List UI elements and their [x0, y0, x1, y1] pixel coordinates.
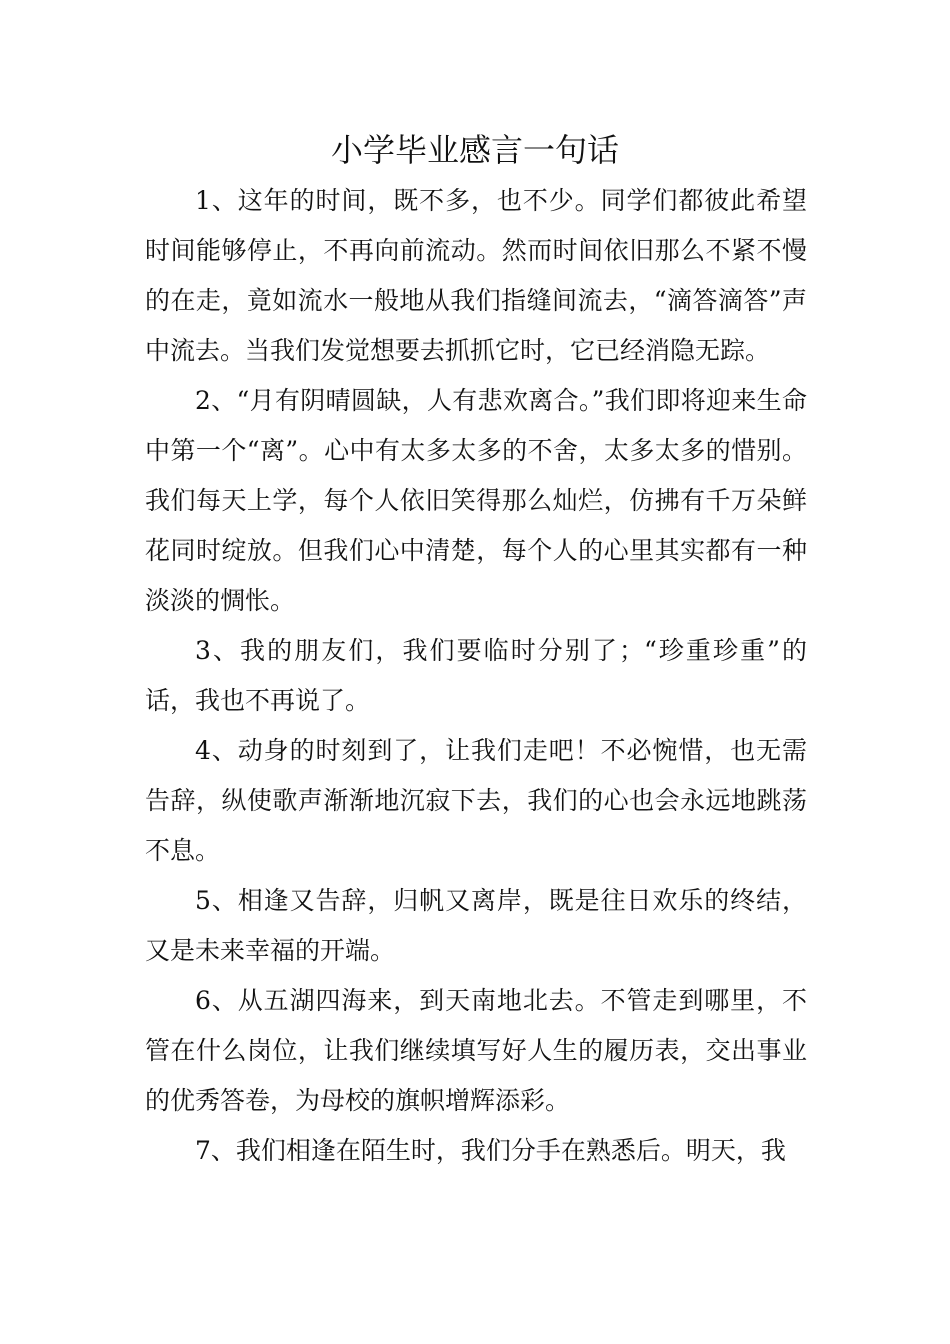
document-body: [145, 176, 807, 1176]
paragraph-4: 4、动身的时刻到了，让我们走吧！不必惋惜，也无需告辞，纵使歌声渐渐地沉寂下去，我们的心也会永远地跳荡不息。: [145, 736, 807, 865]
paragraph-5: 5、相逢又告辞，归帆又离岸，既是往日欢乐的终结，又是未来幸福的开端。: [145, 886, 807, 965]
paragraph-3: 3、我的朋友们，我们要临时分别了；“珍重珍重”的话，我也不再说了。: [145, 636, 807, 715]
paragraph-6: 6、从五湖四海来，到天南地北去。不管走到哪里，不管在什么岗位，让我们继续填写好人生的履历表，交出事业的优秀答卷，为母校的旗帜增辉添彩。: [145, 986, 807, 1115]
paragraph-1: 1、这年的时间，既不多，也不少。同学们都彼此希望时间能够停止，不再向前流动。然而时间依旧那么不紧不慢的在走，竟如流水一般地从我们指缝间流去，“滴答滴答”声中流去。当我们发觉想要去抓抓它时，它已经消隐无踪。: [145, 186, 807, 365]
paragraph-2: 2、“月有阴晴圆缺，人有悲欢离合。”我们即将迎来生命中第一个“离”。心中有太多太多的不舍，太多太多的惜别。我们每天上学，每个人依旧笑得那么灿烂，仿拂有千万朵鲜花同时绽放。但我们心中清楚，每个人的心里其实都有一种淡淡的惆怅。: [145, 386, 807, 615]
document-title: 小学毕业感言一句话: [330, 131, 619, 169]
paragraph-7: 7、我们相逢在陌生时，我们分手在熟悉后。明天，我: [195, 1136, 786, 1165]
